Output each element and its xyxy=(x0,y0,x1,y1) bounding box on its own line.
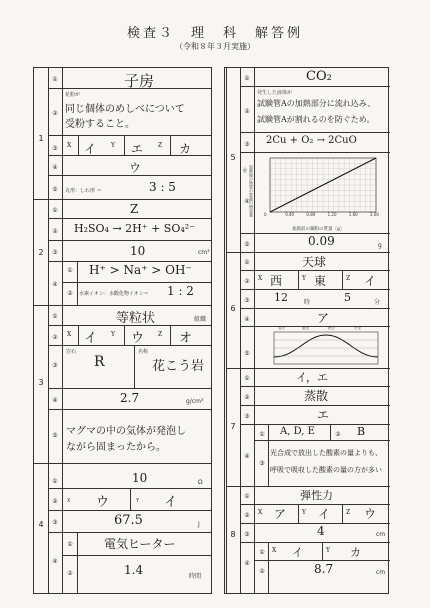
q3-1-label: ① xyxy=(52,313,58,320)
q6-2-y: Y xyxy=(302,275,306,282)
q1-3-y: Y xyxy=(111,142,115,149)
q2-4-1-label: ① xyxy=(67,267,73,274)
cell-divider xyxy=(342,504,343,523)
q1-3-z: Z xyxy=(158,142,163,149)
row-divider xyxy=(240,424,390,425)
q3-5-label: ⑤ xyxy=(52,432,58,439)
q4-number: 4 xyxy=(38,520,44,529)
row-divider xyxy=(48,510,212,511)
q7-4-label: ④ xyxy=(244,453,250,460)
q3-2-z-answer: オ xyxy=(179,331,193,346)
row-divider xyxy=(48,155,212,156)
q8-2-label: ② xyxy=(244,512,250,519)
q1-5-label: ⑤ xyxy=(52,186,58,193)
q1-1-label: ① xyxy=(52,76,58,83)
q8-3-unit: cm xyxy=(376,531,386,538)
q3-number: 3 xyxy=(38,378,44,387)
cell-divider xyxy=(78,325,79,345)
q3-3-rock-label: 岩石 xyxy=(66,349,77,355)
q8-2-x: X xyxy=(258,509,263,516)
q3-3-rock-answer: R xyxy=(94,354,105,370)
q5-1-label: ① xyxy=(244,75,250,82)
q5-5-answer: 0.09 xyxy=(308,234,335,248)
q8-4-2-answer: 8.7 xyxy=(314,562,334,576)
q1-2-answer-line2: 受粉すること。 xyxy=(65,119,135,130)
q1-4-answer: ウ xyxy=(129,161,142,175)
q3-2-y-answer: ウ xyxy=(131,331,145,346)
q7-1-answer: イ，エ xyxy=(296,371,329,384)
row-divider xyxy=(240,523,390,524)
question-divider xyxy=(34,463,212,464)
question-divider xyxy=(34,199,212,200)
q5-5-label: ⑤ xyxy=(244,241,250,248)
cell-divider xyxy=(268,542,269,593)
row-divider xyxy=(48,532,212,533)
q4-4-2-unit: 時間 xyxy=(189,573,202,580)
cell-divider xyxy=(298,504,299,523)
q1-number: 1 xyxy=(38,134,44,143)
q5-2-answer-line2: 試験管Aが割れるのを防ぐため。 xyxy=(257,115,375,124)
q4-3-answer: 67.5 xyxy=(114,513,143,528)
row-divider xyxy=(48,88,212,89)
q5-4-label: ④ xyxy=(244,198,250,205)
q7-4-3-answer-line1: 光合成で放出した酸素の量よりも、 xyxy=(270,449,382,457)
q1-3-label: ③ xyxy=(52,145,58,152)
q8-2-z-answer: ウ xyxy=(364,507,377,521)
q4-2-label: ② xyxy=(52,498,58,505)
cell-divider xyxy=(124,325,125,345)
q4-4-2-label: ② xyxy=(67,570,73,577)
row-divider xyxy=(240,542,390,543)
q7-1-label: ① xyxy=(244,375,250,382)
q2-4-2-prefix: 水素イオン：水酸化物イオン＝ xyxy=(79,291,149,297)
q6-graph-label-autumn: 秋分 xyxy=(328,326,335,330)
graph-xtick: 1.60 xyxy=(348,212,358,217)
center-gutter xyxy=(211,67,225,594)
q2-4-label: ④ xyxy=(52,281,58,288)
q6-graph-label-spring: 春分 xyxy=(278,326,285,330)
row-divider xyxy=(48,261,212,262)
q2-4-1-answer: H⁺ > Na⁺ > OH⁻ xyxy=(89,263,192,277)
q8-4-2-label: ② xyxy=(259,568,265,575)
graph-xtick: 0 xyxy=(264,212,267,217)
row-divider xyxy=(62,282,212,283)
q4-4-label: ④ xyxy=(52,558,58,565)
q8-4-1-x: X xyxy=(272,547,277,554)
q3-3-name-label: 名称 xyxy=(138,349,149,355)
q8-3-answer: 4 xyxy=(317,524,325,538)
q5-3-answer: 2Cu + O₂ → 2CuO xyxy=(266,135,357,146)
q3-5-answer-line2: ながら固まったから。 xyxy=(66,442,166,453)
cell-divider xyxy=(322,542,323,560)
q4-2-y-answer: イ xyxy=(164,495,178,510)
q1-4-label: ④ xyxy=(52,164,58,171)
graph-xtick: 1.20 xyxy=(327,212,337,217)
q7-4-3-label: ③ xyxy=(259,460,265,467)
q3-2-x-answer: イ xyxy=(84,331,98,346)
row-divider xyxy=(48,409,212,410)
q8-4-label: ④ xyxy=(244,560,250,567)
q1-3-x: X xyxy=(67,142,72,149)
question-divider xyxy=(34,305,212,306)
q6-graph-curve xyxy=(274,335,378,357)
q3-4-label: ④ xyxy=(52,397,58,404)
cell-divider xyxy=(298,270,299,289)
q7-3-label: ③ xyxy=(244,413,250,420)
q3-3-name-answer: 花こう岩 xyxy=(152,359,205,374)
q7-number: 7 xyxy=(230,422,236,431)
row-divider xyxy=(240,86,390,87)
q6-5-graph xyxy=(266,327,382,367)
q6-3-hour-unit: 時 xyxy=(304,299,311,306)
row-divider xyxy=(48,175,212,176)
row-divider xyxy=(240,289,390,290)
q7-4-1-answer: A, D, E xyxy=(280,426,315,437)
q4-2-x-answer: ウ xyxy=(96,495,110,510)
q8-4-1-label: ① xyxy=(259,549,265,556)
q4-4-1-answer: 電気ヒーター xyxy=(104,537,176,551)
row-divider xyxy=(240,308,390,309)
q2-1-answer: Z xyxy=(130,202,139,216)
row-divider xyxy=(48,218,212,219)
page-subtitle: （令和８年３月実施） xyxy=(175,42,255,51)
q6-number: 6 xyxy=(230,304,236,313)
left-sub-divider xyxy=(62,68,63,593)
cell-divider xyxy=(78,135,79,155)
cell-divider xyxy=(130,488,131,510)
row-divider xyxy=(48,135,212,136)
q3-4-answer: 2.7 xyxy=(120,391,140,405)
q2-3-unit: cm³ xyxy=(198,249,210,256)
page-title: 検査３ 理 科 解答例 xyxy=(126,26,303,41)
row-divider xyxy=(48,388,212,389)
q6-2-y-answer: 東 xyxy=(314,274,327,288)
q1-3-x-answer: イ xyxy=(84,142,97,156)
row-divider xyxy=(240,405,390,406)
q5-3-label: ③ xyxy=(244,141,250,148)
q8-2-z: Z xyxy=(346,509,351,516)
row-divider xyxy=(240,152,390,153)
q6-3-hour-answer: 12 xyxy=(274,291,288,304)
q3-3-label: ③ xyxy=(52,362,58,369)
q4-3-unit: J xyxy=(198,521,200,528)
row-divider xyxy=(48,345,212,346)
q4-1-unit: Ω xyxy=(198,479,203,486)
row-divider xyxy=(240,270,390,271)
q6-1-label: ① xyxy=(244,259,250,266)
q6-5-label: ⑤ xyxy=(244,350,250,357)
row-divider xyxy=(254,440,390,441)
q8-1-answer: 弾性力 xyxy=(300,489,333,502)
q1-2-prefix: 花粉が xyxy=(65,92,81,98)
row-divider xyxy=(62,555,212,556)
q8-4-1-y-answer: カ xyxy=(350,546,361,559)
q1-2-label: ② xyxy=(52,110,58,117)
q8-2-y-answer: イ xyxy=(318,507,331,521)
q6-2-label: ② xyxy=(244,278,250,285)
q1-3-y-answer: エ xyxy=(131,142,144,156)
cell-divider xyxy=(77,532,78,593)
q8-2-y: Y xyxy=(302,509,306,516)
q8-4-2-unit: cm xyxy=(376,569,386,576)
q7-4-2-answer: B xyxy=(357,425,366,438)
q3-5-answer-line1: マグマの中の気体が発泡し xyxy=(66,426,186,437)
q8-4-1-x-answer: イ xyxy=(292,546,303,559)
q4-2-y: Y xyxy=(136,498,140,504)
q3-2-z: Z xyxy=(158,331,163,338)
graph-xtick: 2.00 xyxy=(370,212,379,217)
cell-divider xyxy=(134,345,135,388)
q8-4-1-y: Y xyxy=(326,547,330,554)
q6-2-x: X xyxy=(258,275,263,282)
q2-4-2-answer: 1 : 2 xyxy=(167,284,194,298)
q7-3-answer: エ xyxy=(317,408,330,422)
q8-3-label: ③ xyxy=(244,531,250,538)
cell-divider xyxy=(170,135,171,155)
q2-3-label: ③ xyxy=(52,249,58,256)
cell-divider xyxy=(330,424,331,440)
q5-1-answer: CO₂ xyxy=(306,69,332,84)
q6-4-label: ④ xyxy=(244,316,250,323)
q6-graph-label-winter: 冬至 xyxy=(354,326,361,330)
q4-2-x: X xyxy=(67,498,71,504)
cell-divider xyxy=(124,135,125,155)
q5-2-answer-line1: 試験管Aの加熱部分に流れ込み、 xyxy=(257,99,376,108)
graph-xtick: 0.40 xyxy=(285,212,295,217)
cell-divider xyxy=(268,424,269,486)
q6-2-z-answer: イ xyxy=(364,274,377,288)
row-divider xyxy=(254,560,390,561)
q3-2-label: ② xyxy=(52,334,58,341)
graph-xtick: 0.80 xyxy=(306,212,316,217)
q3-2-x: X xyxy=(67,331,72,338)
graph-ylabel: 加熱後の物質の質量の増加量（g） xyxy=(243,165,254,217)
q2-number: 2 xyxy=(38,248,44,257)
q4-4-2-answer: 1.4 xyxy=(124,563,144,577)
row-divider xyxy=(48,240,212,241)
q7-2-answer: 蒸散 xyxy=(304,389,329,403)
q6-2-x-answer: 西 xyxy=(270,274,283,288)
q4-3-label: ③ xyxy=(52,519,58,526)
right-border xyxy=(226,68,227,593)
q4-1-answer: 10 xyxy=(132,471,148,485)
row-divider xyxy=(48,325,212,326)
q8-1-label: ① xyxy=(244,493,250,500)
q2-1-label: ① xyxy=(52,207,58,214)
q6-4-answer: ア xyxy=(317,311,330,325)
cell-divider xyxy=(77,261,78,305)
graph-xlabel: 加熱前の銅粉の質量〔g〕 xyxy=(292,227,345,232)
cell-divider xyxy=(342,270,343,289)
q3-4-unit: g/cm³ xyxy=(186,398,204,405)
q6-3-minute-unit: 分 xyxy=(374,299,381,306)
q5-2-label: ② xyxy=(244,108,250,115)
cell-divider xyxy=(170,325,171,345)
q6-3-minute-answer: 5 xyxy=(344,291,351,304)
q6-3-label: ③ xyxy=(244,297,250,304)
q3-1-unit: 組織 xyxy=(194,316,207,323)
q3-2-y: Y xyxy=(111,331,115,338)
q6-graph-label-summer: 夏至 xyxy=(302,326,309,330)
q1-3-z-answer: カ xyxy=(179,142,192,156)
q4-4-1-label: ① xyxy=(67,541,73,548)
q2-3-answer: 10 xyxy=(130,244,146,258)
q2-2-answer: H₂SO₄ → 2H⁺ + SO₄²⁻ xyxy=(74,222,195,235)
q5-number: 5 xyxy=(230,153,236,162)
q5-2-prefix: 発生した液体が xyxy=(257,90,293,96)
q7-4-2-label: ② xyxy=(335,431,341,438)
q7-2-label: ② xyxy=(244,394,250,401)
q3-1-answer: 等粒状 xyxy=(116,311,156,326)
q7-4-1-label: ① xyxy=(259,431,265,438)
q1-5-prefix: 丸形：しわ形 ＝ xyxy=(65,188,102,194)
q2-4-2-label: ② xyxy=(67,290,73,297)
q1-2-answer-line1: 同じ個体のめしべについて xyxy=(65,104,185,115)
q1-1-answer: 子房 xyxy=(124,72,155,90)
q8-2-x-answer: ア xyxy=(274,507,287,521)
q6-2-z: Z xyxy=(346,275,351,282)
q7-4-3-answer-line2: 呼吸で吸収した酸素の量の方が多い xyxy=(270,466,382,474)
q1-5-answer: 3 : 5 xyxy=(149,180,176,194)
right-sub-divider xyxy=(254,68,255,593)
q5-4-graph xyxy=(256,156,386,228)
q4-1-label: ① xyxy=(52,478,58,485)
row-divider xyxy=(240,132,390,133)
q5-5-unit: g xyxy=(378,242,382,249)
q8-number: 8 xyxy=(230,530,236,539)
q2-2-label: ② xyxy=(52,228,58,235)
q6-1-answer: 天球 xyxy=(302,255,327,269)
